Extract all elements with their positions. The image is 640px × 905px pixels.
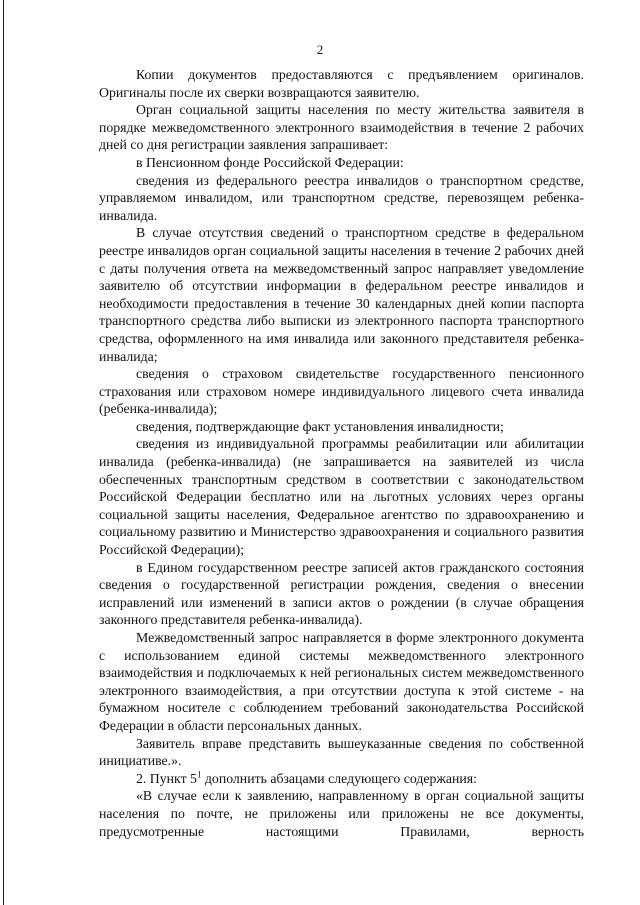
paragraph-copies: Копии документов предоставляются с предъявлением оригиналов. Оригиналы после их сверки возвращаются заявителю. (99, 67, 584, 100)
item-2-prefix: 2. Пункт 5 (136, 770, 197, 786)
paragraph-rehabilitation-program: сведения из индивидуальной программы реабилитации или абилитации инвалида (ребенка-инвалида) (не запрашивается на заявителей из числа обеспеченных транспортным средством в соответствии с законодательством Российской Федерации бесплатно или на льготных условиях через органы социальной защиты населения, Федеральное агентство по здравоохранению и социальному развитию и Министерство здравоохранения и социального развития Российской Федерации); (99, 436, 584, 558)
paragraph-civil-registry: в Едином государственном реестре записей актов гражданского состояния сведения о государственной регистрации рождения, сведения о внесении исправлений или изменений в записи актов о рождении (в случае обращения законного представителя ребенка-инвалида). (99, 559, 584, 628)
item-2-suffix: дополнить абзацами следующего содержания: (201, 770, 477, 786)
paragraph-own-initiative: Заявитель вправе представить вышеуказанные сведения по собственной инициативе.». (99, 735, 584, 769)
paragraph-postal-application: «В случае если к заявлению, направленному в орган социальной защиты населения по почте, не приложены или приложены не все документы, предусмотренные настоящими Правилами, верность (99, 788, 584, 839)
paragraph-pension-fund: в Пенсионном фонде Российской Федерации: (136, 154, 404, 170)
paragraph-interagency-request: Орган социальной защиты населения по месту жительства заявителя в порядке межведомственного электронного взаимодействия в течение 2 рабочих дней со дня регистрации заявления запрашивает: (99, 102, 584, 153)
paragraph-electronic-request-form: Межведомственный запрос направляется в форме электронного документа с использованием единой системы межведомственного электронного взаимодействия и подключаемых к ней региональных систем межведомственного электронного взаимодействия, а при отсутствии доступа к этой системе - на бумажном носителе с соблюдением требований законодательства Российской Федерации в области персональных данных. (99, 630, 584, 733)
paragraph-missing-vehicle-info: В случае отсутствия сведений о транспортном средстве в федеральном реестре инвалидов орган социальной защиты населения в течение 2 рабочих дней с даты получения ответа на межведомственный запрос направляет уведомление заявителю об отсутствии информации в федеральном реестре инвалидов и необходимости предоставления в течение 30 календарных дней копии паспорта транспортного средства либо выписки из электронного паспорта транспортного средства, оформленного на имя инвалида или законного представителя ребенка-инвалида; (99, 225, 584, 364)
paragraph-vehicle-registry: сведения из федерального реестра инвалидов о транспортном средстве, управляемом инвалидом, или транспортном средстве, перевозящем ребенка-инвалида. (99, 172, 584, 223)
page-number: 2 (316, 42, 324, 57)
paragraph-pension-insurance: сведения о страховом свидетельстве государственного пенсионного страхования или страховом номере индивидуального лицевого счета инвалида (ребенка-инвалида); (99, 366, 584, 417)
left-margin-rule (3, 0, 4, 905)
item-2-superscript: 1 (196, 769, 202, 780)
paragraph-disability-confirmation: сведения, подтверждающие факт установления инвалидности; (136, 418, 504, 434)
paragraph-item-2 (99, 770, 584, 788)
document-body (99, 66, 584, 840)
